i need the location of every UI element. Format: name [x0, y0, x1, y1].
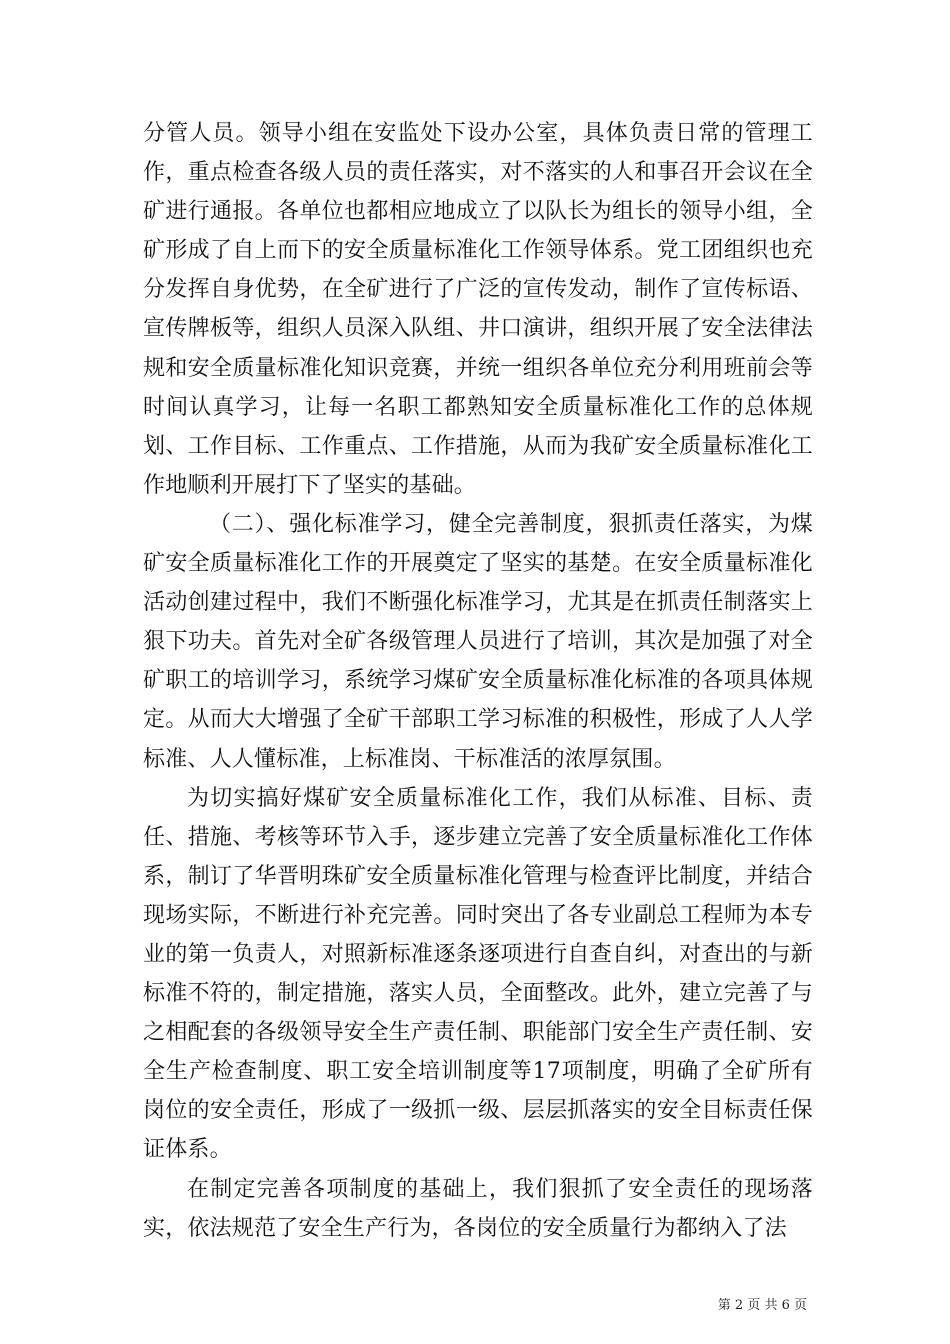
paragraph-standard-learning: （二）、强化标准学习，健全完善制度，狠抓责任落实，为煤矿安全质量标准化工作的开展奠定了坚实的基楚。在安全质量标准化活动创建过程中，我们不断强化标准学习，尤其是在抓责任制落实上狠下功夫。首先对全矿各级管理人员进行了培训，其次是加强了对全矿职工的培训学习，系统学习煤矿安全质量标准化标准的各项具体规定。从而大大增强了全矿干部职工学习标准的积极性，形成了人人学标准、人人懂标准，上标准岗、干标准活的浓厚氛围。 — [143, 511, 813, 772]
page-number-footer: 第 2 页 共 6 页 — [717, 1298, 807, 1313]
paragraph-work-system: 为切实搞好煤矿安全质量标准化工作，我们从标准、目标、责任、措施、考核等环节入手，逐步建立完善了安全质量标准化工作体系，制订了华晋明珠矿安全质量标准化管理与检查评比制度，并结合现场实际，不断进行补充完善。同时突出了各专业副总工程师为本专业的第一负责人，对照新标准逐条逐项进行自查自纠，对查出的与新标准不符的，制定措施，落实人员，全面整改。此外，建立完善了与之相配套的各级领导安全生产责任制、职能部门安全生产责任制、安全生产检查制度、职工安全培训制度等17项制度，明确了全矿所有岗位的安全责任，形成了一级抓一级、层层抓落实的安全目标责任保证体系。 — [143, 785, 813, 1163]
page-body — [143, 114, 813, 1248]
paragraph-leadership-system: 分管人员。领导小组在安监处下设办公室，具体负责日常的管理工作，重点检查各级人员的责任落实，对不落实的人和事召开会议在全矿进行通报。各单位也都相应地成立了以队长为组长的领导小组，全矿形成了自上而下的安全质量标准化工作领导体系。党工团组织也充分发挥自身优势，在全矿进行了广泛的宣传发动，制作了宣传标语、宣传牌板等，组织人员深入队组、井口演讲，组织开展了安全法律法规和安全质量标准化知识竞赛，并统一组织各单位充分利用班前会等时间认真学习，让每一名职工都熟知安全质量标准化工作的总体规划、工作目标、工作重点、工作措施，从而为我矿安全质量标准化工作地顺利开展打下了坚实的基础。 — [143, 121, 813, 498]
paragraph-responsibility-implementation: 在制定完善各项制度的基础上，我们狠抓了安全责任的现场落实，依法规范了安全生产行为，各岗位的安全质量行为都纳入了法 — [143, 1176, 813, 1241]
